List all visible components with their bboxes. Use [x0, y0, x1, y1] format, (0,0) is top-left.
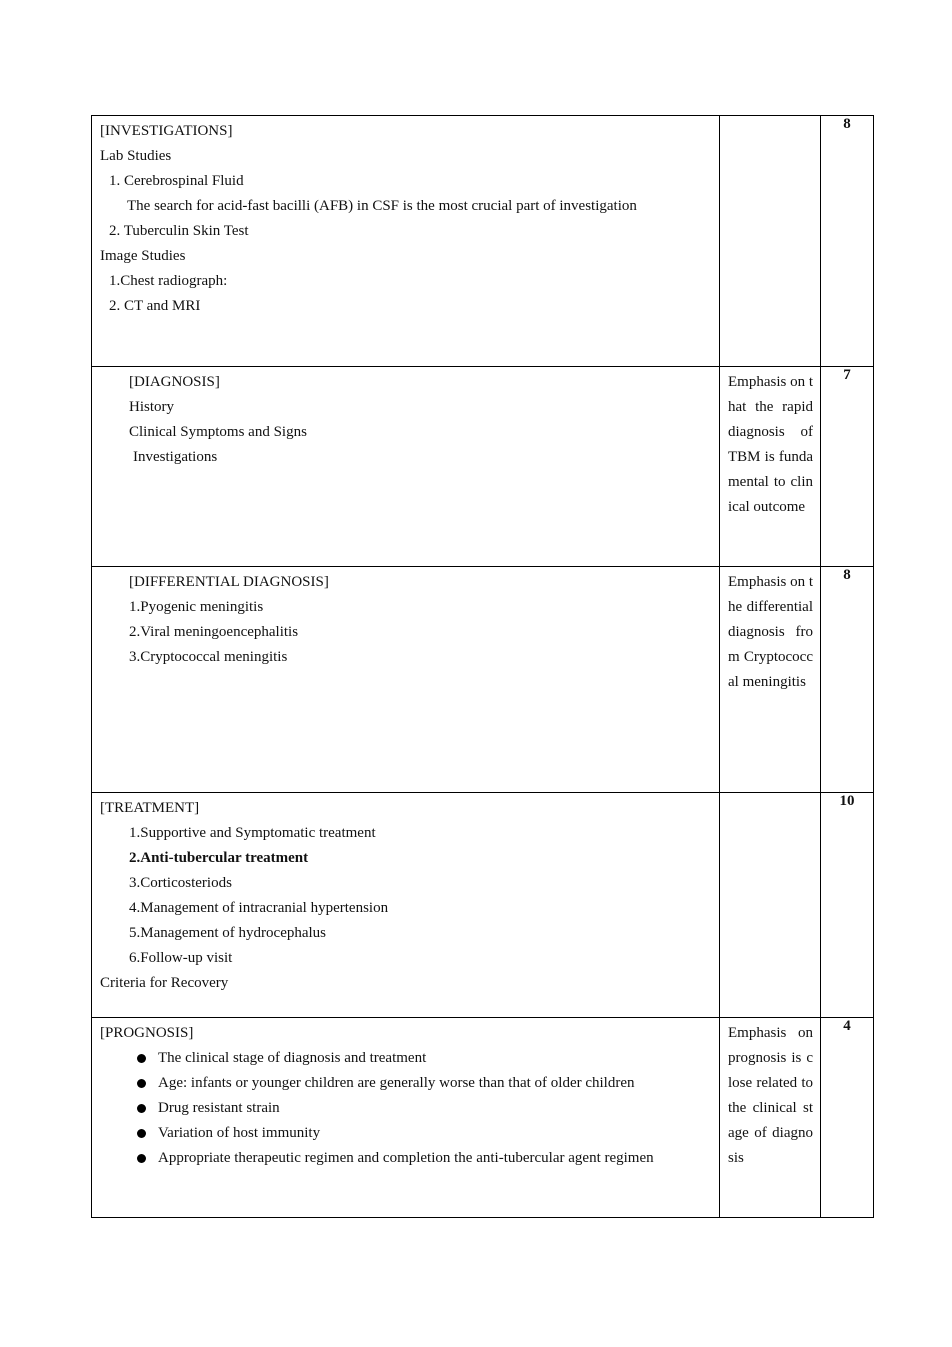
content-cell: [92, 116, 720, 367]
list-item: 1.Chest radiograph:: [109, 273, 228, 289]
list-item: 2. Tuberculin Skin Test: [109, 223, 249, 239]
emphasis-note: Emphasis on prognosis is close related to the clinical stage of diagnosis: [728, 1025, 813, 1166]
list-item: 5.Management of hydrocephalus: [129, 925, 327, 941]
list-item: 1. Cerebrospinal Fluid: [109, 173, 244, 189]
table-row-prognosis: [92, 1018, 874, 1218]
content-cell: [92, 793, 720, 1018]
section-heading: [INVESTIGATIONS]: [100, 123, 233, 139]
subheading: Lab Studies: [100, 148, 172, 164]
subheading: Image Studies: [100, 248, 186, 264]
note-cell: [720, 793, 821, 1018]
list-item: 2. CT and MRI: [109, 298, 201, 314]
bullet-item: Appropriate therapeutic regimen and completion the anti-tubercular agent regimen: [100, 1146, 711, 1171]
note-cell: [720, 116, 821, 367]
note-cell: [720, 1018, 821, 1218]
table-row-diagnosis: [92, 367, 874, 567]
syllabus-table: [91, 115, 874, 1218]
emphasis-note: [720, 116, 820, 119]
list-item: 6.Follow-up visit: [129, 950, 233, 966]
bullet-icon: [137, 1054, 146, 1063]
section-heading: [DIAGNOSIS]: [129, 374, 220, 390]
content-cell: [92, 1018, 720, 1218]
bullet-icon: [137, 1154, 146, 1163]
list-item: 2.Viral meningoencephalitis: [129, 624, 299, 640]
note-cell: [720, 567, 821, 793]
section-heading: [TREATMENT]: [100, 800, 200, 816]
section-heading: [PROGNOSIS]: [100, 1025, 194, 1041]
emphasis-note: [720, 793, 820, 796]
hours-cell: 4: [821, 1018, 874, 1218]
bullet-list: [100, 1046, 711, 1171]
bullet-item: The clinical stage of diagnosis and treatment: [100, 1046, 711, 1071]
content-cell: [92, 367, 720, 567]
emphasis-note: Emphasis on the differential diagnosis from Cryptococcal meningitis: [728, 574, 813, 690]
table-row-investigations: [92, 116, 874, 367]
list-item: 3.Corticosteriods: [129, 875, 232, 891]
subheading: Criteria for Recovery: [100, 975, 229, 991]
hours-cell: 10: [821, 793, 874, 1018]
list-item: 1.Supportive and Symptomatic treatment: [129, 825, 376, 841]
bullet-item: Variation of host immunity: [100, 1121, 711, 1146]
list-item-detail: The search for acid-fast bacilli (AFB) in CSF is the most crucial part of investigation: [127, 198, 637, 214]
list-item: 4.Management of intracranial hypertension: [129, 900, 389, 916]
table-row-treatment: [92, 793, 874, 1018]
table-row-differential-diagnosis: [92, 567, 874, 793]
bullet-item: Drug resistant strain: [100, 1096, 711, 1121]
hours-cell: 7: [821, 367, 874, 567]
list-item: 3.Cryptococcal meningitis: [129, 649, 288, 665]
list-item: History: [129, 399, 174, 415]
list-item: Clinical Symptoms and Signs: [129, 424, 307, 440]
hours-cell: 8: [821, 567, 874, 793]
bullet-item: Age: infants or younger children are generally worse than that of older children: [100, 1071, 711, 1096]
list-item: 1.Pyogenic meningitis: [129, 599, 264, 615]
section-heading: [DIFFERENTIAL DIAGNOSIS]: [129, 574, 329, 590]
content-cell: [92, 567, 720, 793]
bullet-icon: [137, 1104, 146, 1113]
emphasis-note: Emphasis on that the rapid diagnosis of TBM is fundamental to clinical outcome: [728, 374, 813, 515]
list-item: Investigations: [133, 449, 218, 465]
hours-cell: 8: [821, 116, 874, 367]
bullet-icon: [137, 1129, 146, 1138]
list-item-emphasized: 2.Anti-tubercular treatment: [129, 850, 309, 866]
bullet-icon: [137, 1079, 146, 1088]
note-cell: [720, 367, 821, 567]
